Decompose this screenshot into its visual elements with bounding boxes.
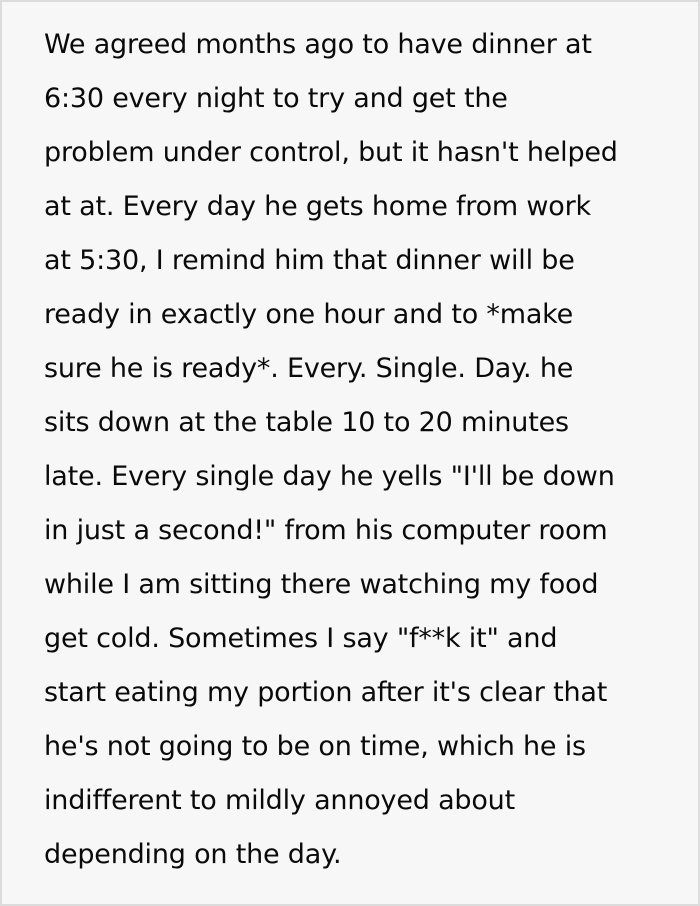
post-line: 6:30 every night to try and get the xyxy=(44,83,508,114)
post-line: get cold. Sometimes I say "f**k it" and xyxy=(44,623,558,654)
post-line: he's not going to be on time, which he is xyxy=(44,731,586,762)
post-line: We agreed months ago to have dinner at xyxy=(44,29,592,60)
post-line: at 5:30, I remind him that dinner will be xyxy=(44,245,575,276)
post-line: ready in exactly one hour and to *make xyxy=(44,299,574,330)
post-line: in just a second!" from his computer room xyxy=(44,515,608,546)
post-text xyxy=(2,2,698,882)
post-line: start eating my portion after it's clear that xyxy=(44,677,608,708)
post-line: at at. Every day he gets home from work xyxy=(44,191,591,222)
post-line: depending on the day. xyxy=(44,839,342,870)
post-line: sits down at the table 10 to 20 minutes xyxy=(44,407,569,438)
post-line: while I am sitting there watching my food xyxy=(44,569,599,600)
post-line: problem under control, but it hasn't helped xyxy=(44,137,618,168)
post-line: late. Every single day he yells "I'll be down xyxy=(44,461,615,492)
post-line: sure he is ready*. Every. Single. Day. he xyxy=(44,353,574,384)
post-line: indifferent to mildly annoyed about xyxy=(44,785,515,816)
